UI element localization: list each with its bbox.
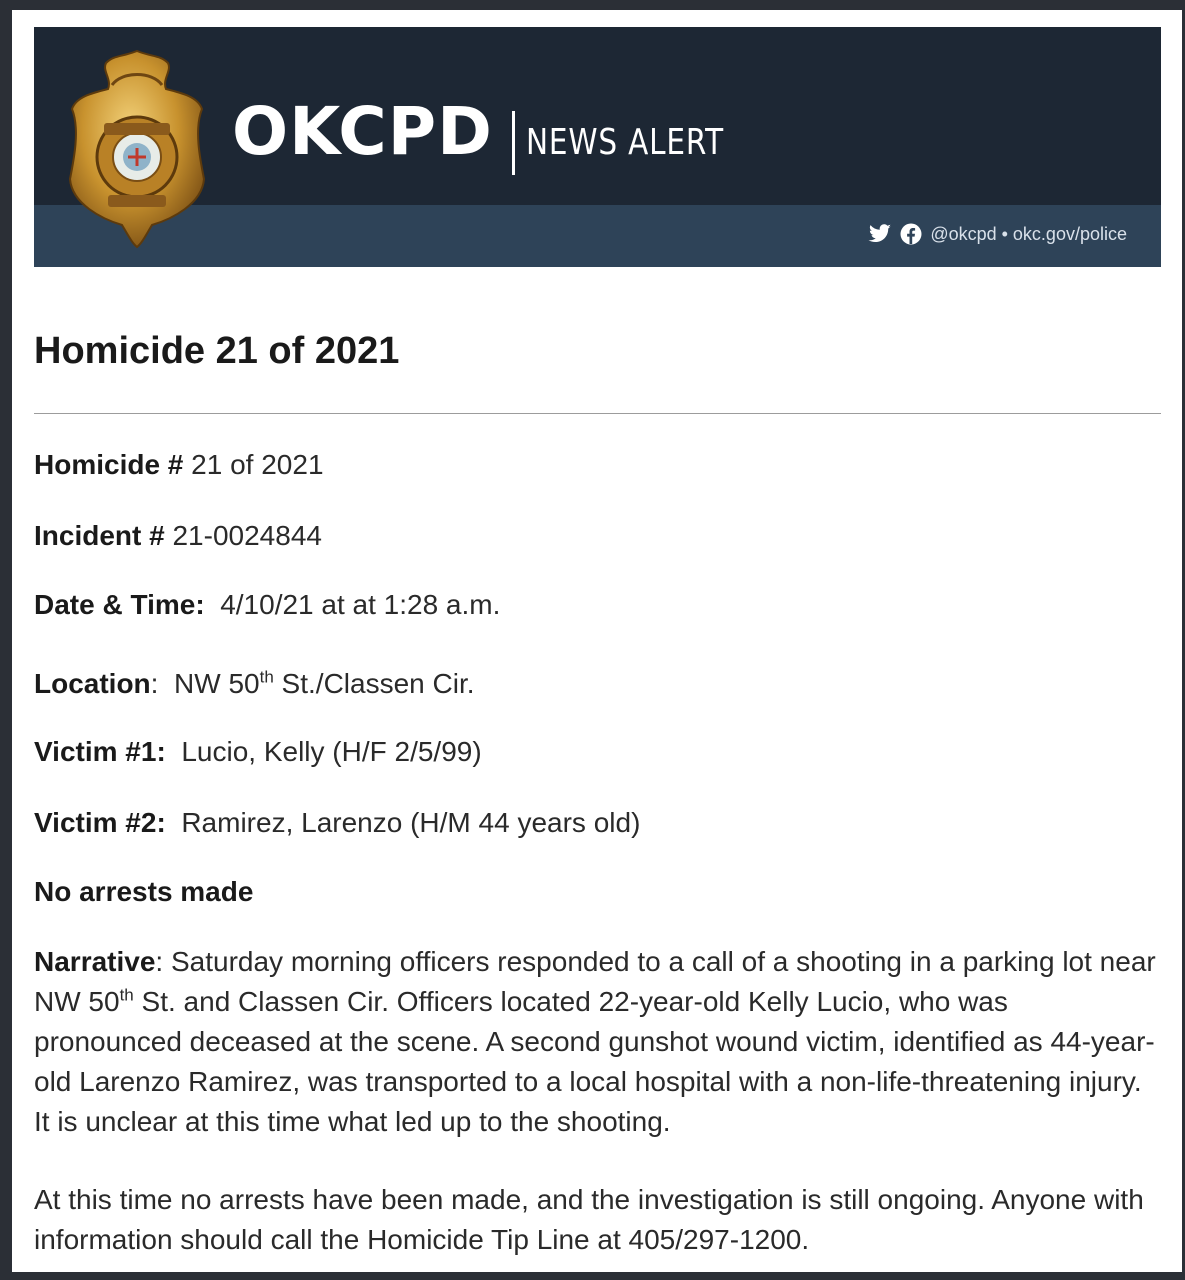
location-value-end: St./Classen Cir.: [273, 668, 475, 699]
location-label: Location: [34, 668, 151, 699]
closing-paragraph: At this time no arrests have been made, and the investigation is still ongoing. Anyone with information should call the Homicide Tip Line at 405/297-1200.: [34, 1184, 1144, 1255]
incident-number-value: 21-0024844: [164, 520, 322, 551]
incident-number-field: [34, 522, 322, 550]
narrative-text-end: St. and Classen Cir. Officers located 22-year-old Kelly Lucio, who was pronounced deceased at the scene. A second gunshot wound victim, identified as 44-year-old Larenzo Ramirez, was transported to a local hospital with a non-life-threatening injury. It is unclear at this time what led up to the shooting.: [34, 986, 1155, 1137]
social-links: [868, 223, 1127, 245]
facebook-icon[interactable]: [900, 223, 922, 245]
brand-divider: [512, 111, 515, 175]
victim-1-field: [34, 738, 482, 766]
narrative-paragraph: [34, 942, 1159, 1142]
date-time-label: Date & Time:: [34, 589, 205, 620]
news-alert-page: [12, 10, 1182, 1272]
date-time-value: 4/10/21 at at 1:28 a.m.: [204, 589, 501, 620]
victim-1-label: Victim #1:: [34, 736, 166, 767]
brand-subtitle: NEWS ALERT: [526, 122, 724, 163]
page-title: Homicide 21 of 2021: [34, 330, 400, 372]
date-time-field: [34, 591, 500, 619]
narrative-text-start: : Saturday morning officers responded to a call of a shooting in a parking lot near NW 50: [34, 946, 1156, 1017]
victim-2-value: Ramirez, Larenzo (H/M 44 years old): [165, 807, 641, 838]
brand-name: OKCPD: [232, 93, 493, 170]
arrests-status: [34, 878, 253, 906]
victim-2-label: Victim #2:: [34, 807, 166, 838]
location-field: [34, 667, 475, 699]
arrests-status-text: No arrests made: [34, 876, 254, 907]
location-superscript: th: [259, 667, 274, 687]
incident-number-label: Incident #: [34, 520, 165, 551]
title-divider: [34, 413, 1161, 414]
narrative-superscript: th: [119, 985, 134, 1005]
homicide-number-label: Homicide #: [34, 449, 184, 480]
victim-2-field: [34, 809, 640, 837]
police-badge-icon: [62, 49, 212, 249]
location-value-start: NW 50: [158, 668, 260, 699]
twitter-icon[interactable]: [868, 224, 892, 244]
homicide-number-field: [34, 451, 324, 479]
location-colon: :: [150, 668, 159, 699]
social-handle-text[interactable]: @okcpd • okc.gov/police: [930, 223, 1127, 244]
narrative-label: Narrative: [34, 946, 156, 977]
okcpd-banner: [34, 27, 1161, 267]
homicide-number-value: 21 of 2021: [183, 449, 324, 480]
victim-1-value: Lucio, Kelly (H/F 2/5/99): [165, 736, 482, 767]
